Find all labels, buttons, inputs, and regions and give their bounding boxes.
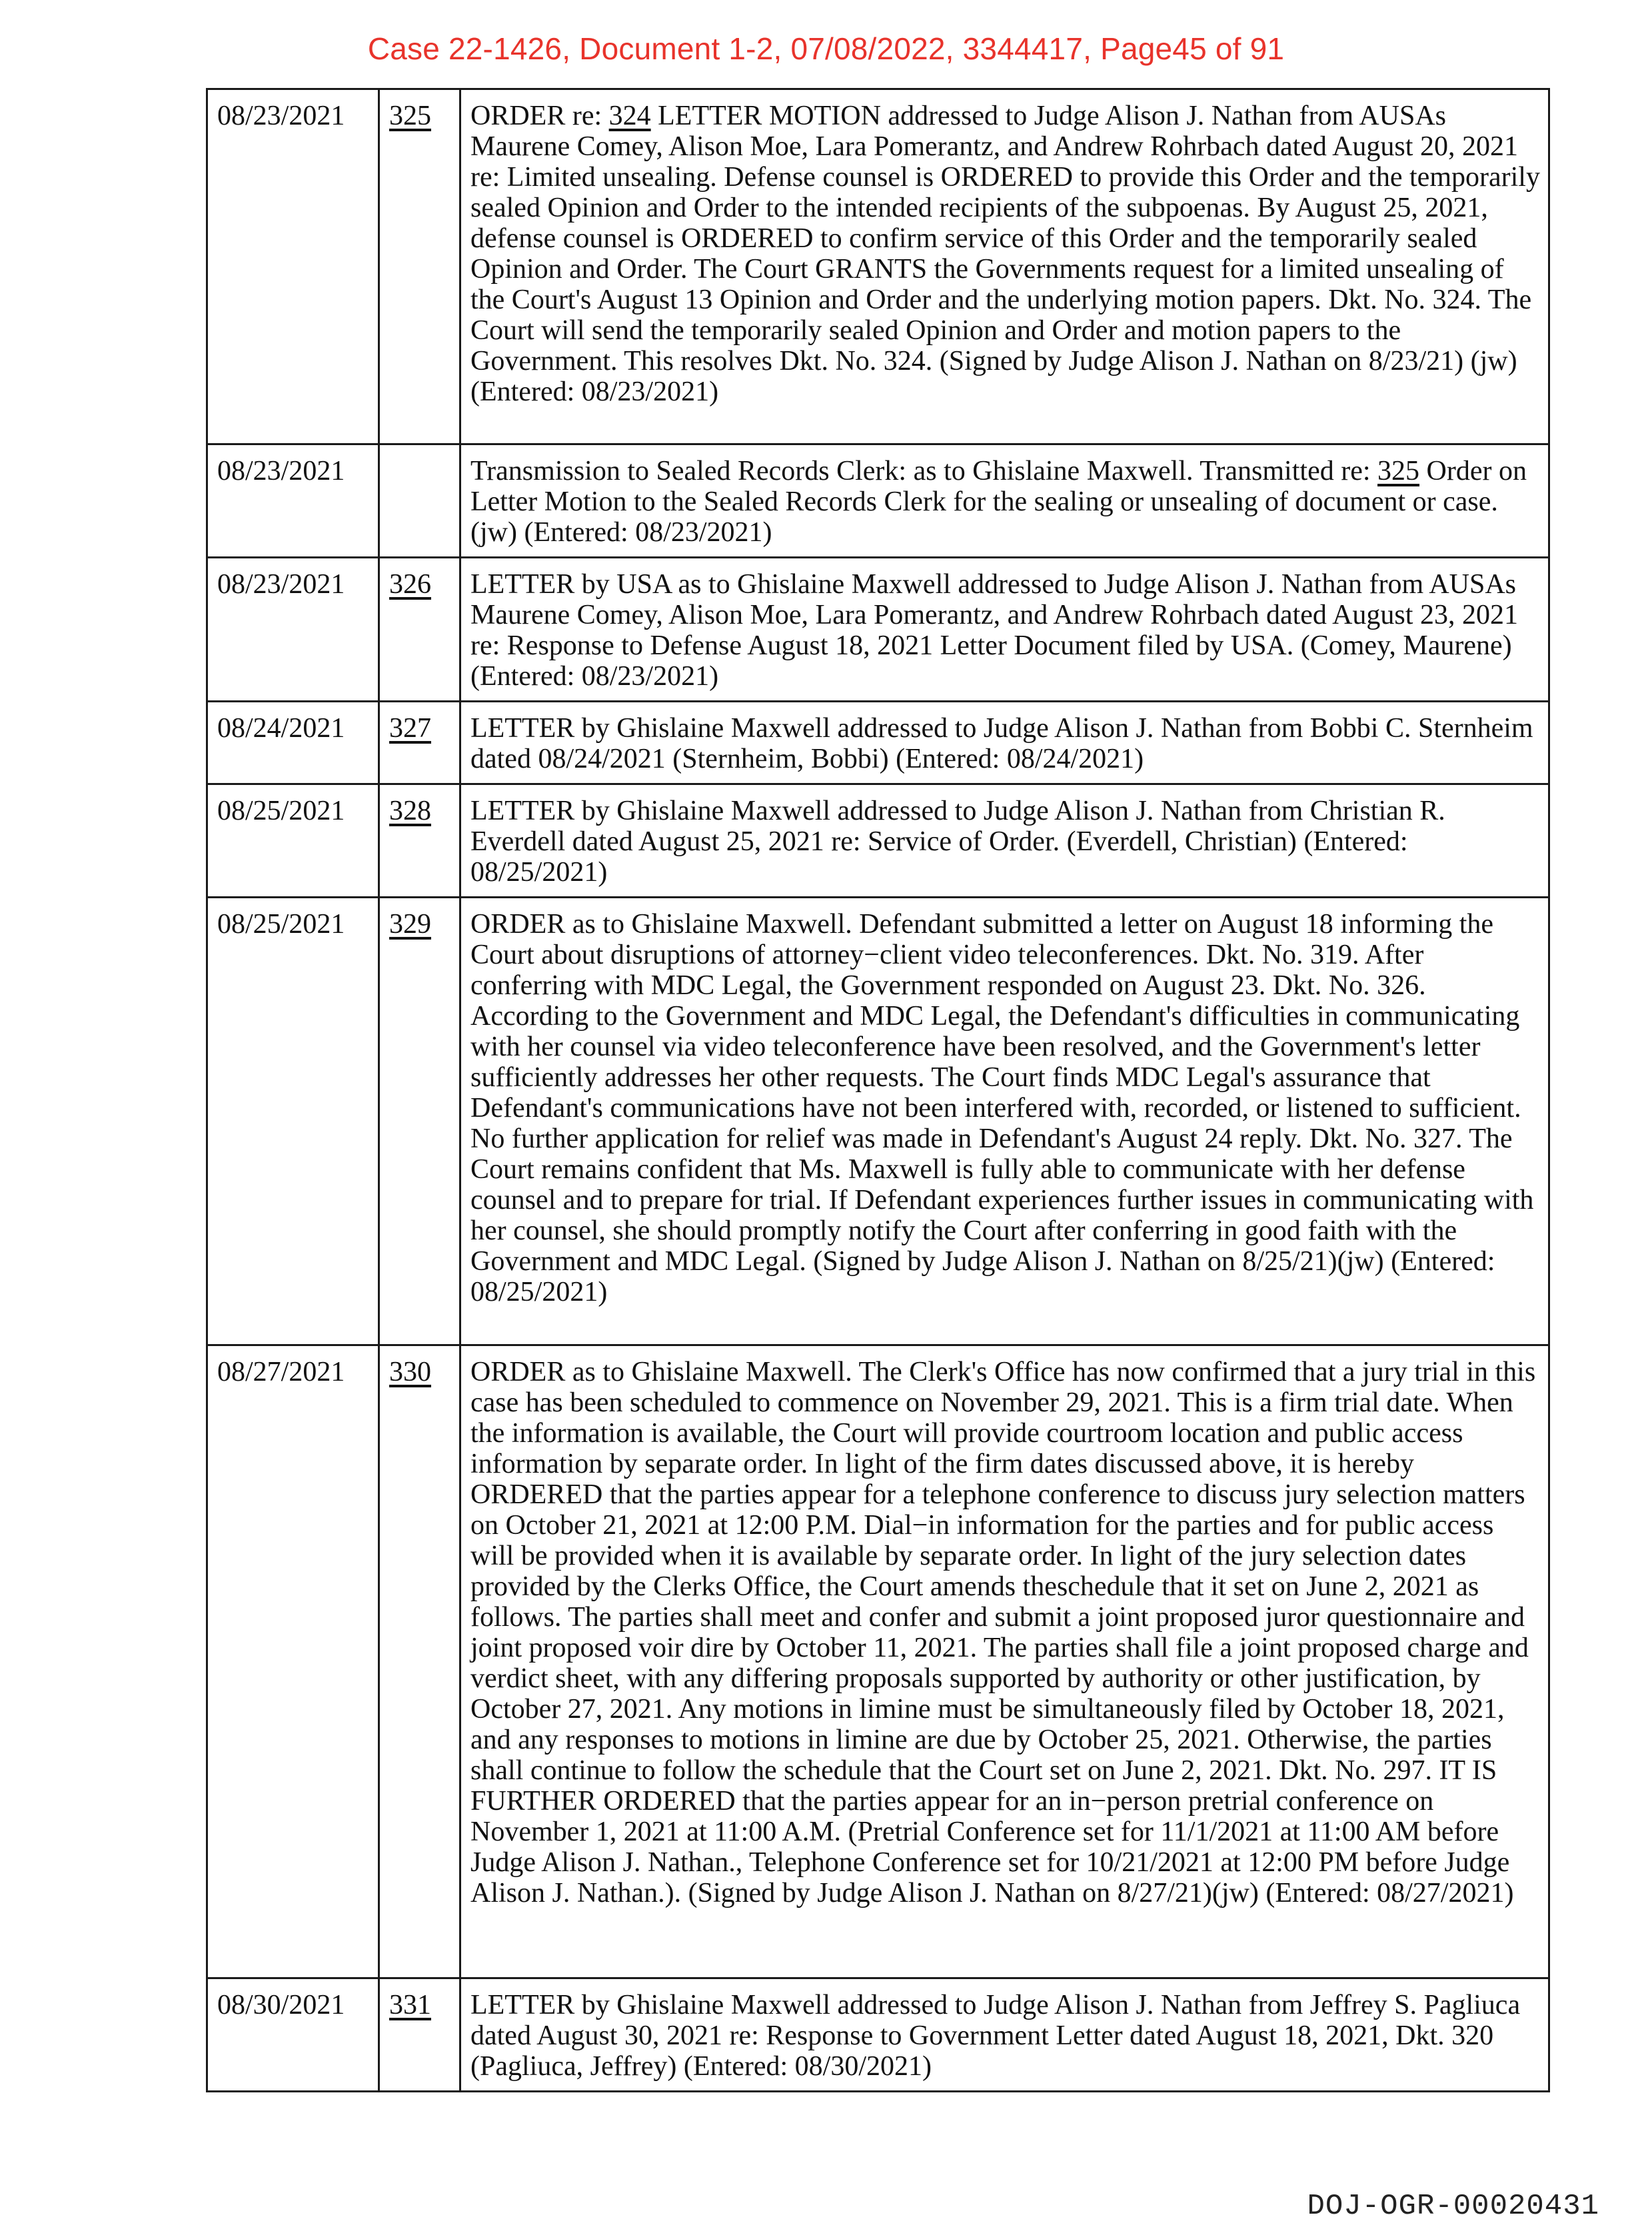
docket-entry-329 [207, 898, 1549, 1345]
entry-number-link[interactable] [379, 898, 460, 1345]
entry-text-part: Order on Letter Motion to the Sealed Records Clerk for the sealing or unsealing of document or case. (jw) (Entered: 08/23/2021) [470, 456, 1527, 548]
entry-date: 08/23/2021 [207, 89, 379, 444]
entry-number-link[interactable] [379, 702, 460, 784]
docket-entry-331 [207, 1978, 1549, 2092]
entry-date: 08/24/2021 [207, 702, 379, 784]
docket-link-325[interactable]: 325 [389, 101, 431, 131]
entry-text [460, 89, 1549, 444]
entry-text-part: LETTER MOTION addressed to Judge Alison J. Nathan from AUSAs Maurene Comey, Alison Moe, Lara Pomerantz, and Andrew Rohrbach dated August 20, 2021 re: Limited unsealing. Defense counsel is ORDERED to provide this Order and the temporarily sealed Opinion and Order to the intended recipients of the subpoenas. By August 25, 2021, defense counsel is ORDERED to confirm service of this Order and the temporarily sealed Opinion and Order. The Court GRANTS the Governments request for a limited unsealing of the Court's August 13 Opinion and Order and the underlying motion papers. Dkt. No. 324. The Court will send the temporarily sealed Opinion and Order and motion papers to the Government. This resolves Dkt. No. 324. (Signed by Judge Alison J. Nathan on 8/23/21) (jw) (Entered: 08/23/2021) [470, 101, 1540, 407]
entry-number-link[interactable] [379, 784, 460, 898]
docket-link-329[interactable]: 329 [389, 909, 431, 940]
bates-number: DOJ-OGR-00020431 [1307, 2190, 1599, 2223]
entry-number-link[interactable] [379, 558, 460, 702]
entry-number-link[interactable] [379, 1345, 460, 1978]
docket-link-325[interactable]: 325 [1377, 456, 1420, 486]
entry-number-link[interactable] [379, 89, 460, 444]
entry-date: 08/23/2021 [207, 558, 379, 702]
docket-link-331[interactable]: 331 [389, 1990, 431, 2020]
entry-text [460, 444, 1549, 558]
entry-text: ORDER as to Ghislaine Maxwell. The Clerk's Office has now confirmed that a jury trial in this case has been scheduled to commence on November 29, 2021. This is a firm trial date. When the information is available, the Court will provide courtroom location and public access information by separate order. In light of the firm dates discussed above, it is hereby ORDERED that the parties appear for a telephone conference to discuss jury selection matters on October 21, 2021 at 12:00 P.M. Dial−in information for the parties and for public access will be provided when it is available by separate order. In light of the jury selection dates provided by the Clerks Office, the Court amends theschedule that it set on June 2, 2021 as follows. The parties shall meet and confer and submit a joint proposed juror questionnaire and joint proposed voir dire by October 11, 2021. The parties shall file a joint proposed charge and verdict sheet, with any differing proposals supported by authority or other justification, by October 27, 2021. Any motions in limine must be simultaneously filed by October 18, 2021, and any responses to motions in limine are due by October 25, 2021. Otherwise, the parties shall continue to follow the schedule that the Court set on June 2, 2021. Dkt. No. 297. IT IS FURTHER ORDERED that the parties appear for an in−person pretrial conference on November 1, 2021 at 11:00 A.M. (Pretrial Conference set for 11/1/2021 at 11:00 AM before Judge Alison J. Nathan., Telephone Conference set for 10/21/2021 at 12:00 PM before Judge Alison J. Nathan.). (Signed by Judge Alison J. Nathan on 8/27/21)(jw) (Entered: 08/27/2021) [460, 1345, 1549, 1978]
entry-date: 08/25/2021 [207, 784, 379, 898]
entry-number-link[interactable] [379, 1978, 460, 2092]
entry-text-part: Transmission to Sealed Records Clerk: as to Ghislaine Maxwell. Transmitted re: [470, 456, 1378, 486]
docket-table [206, 88, 1550, 2092]
entry-text: ORDER as to Ghislaine Maxwell. Defendant submitted a letter on August 18 informing the Court about disruptions of attorney−client video teleconferences. Dkt. No. 319. After conferring with MDC Legal, the Government responded on August 23. Dkt. No. 326. According to the Government and MDC Legal, the Defendant's difficulties in communicating with her counsel via video teleconference have been resolved, and the Government's letter sufficiently addresses her other requests. The Court finds MDC Legal's assurance that Defendant's communications have not been interfered with, recorded, or listened to sufficient. No further application for relief was made in Defendant's August 24 reply. Dkt. No. 327. The Court remains confident that Ms. Maxwell is fully able to communicate with her defense counsel and to prepare for trial. If Defendant experiences further issues in communicating with her counsel, she should promptly notify the Court after conferring in good faith with the Government and MDC Legal. (Signed by Judge Alison J. Nathan on 8/25/21)(jw) (Entered: 08/25/2021) [460, 898, 1549, 1345]
entry-text: LETTER by Ghislaine Maxwell addressed to Judge Alison J. Nathan from Jeffrey S. Pagliuca dated August 30, 2021 re: Response to Government Letter dated August 18, 2021, Dkt. 320 (Pagliuca, Jeffrey) (Entered: 08/30/2021) [460, 1978, 1549, 2092]
entry-date: 08/23/2021 [207, 444, 379, 558]
case-header: Case 22-1426, Document 1-2, 07/08/2022, 3344417, Page45 of 91 [367, 31, 1285, 66]
docket-link-330[interactable]: 330 [389, 1357, 431, 1387]
docket-link-328[interactable]: 328 [389, 796, 431, 826]
entry-number-empty [379, 444, 460, 558]
docket-link-326[interactable]: 326 [389, 569, 431, 600]
entry-text: LETTER by Ghislaine Maxwell addressed to Judge Alison J. Nathan from Christian R. Everdell dated August 25, 2021 re: Service of Order. (Everdell, Christian) (Entered: 08/25/2021) [460, 784, 1549, 898]
entry-date: 08/27/2021 [207, 1345, 379, 1978]
entry-date: 08/30/2021 [207, 1978, 379, 2092]
entry-date: 08/25/2021 [207, 898, 379, 1345]
docket-entry-transmission [207, 444, 1549, 558]
docket-link-327[interactable]: 327 [389, 713, 431, 744]
docket-entry-330 [207, 1345, 1549, 1978]
docket-entry-327 [207, 702, 1549, 784]
docket-entry-325 [207, 89, 1549, 444]
entry-text: LETTER by USA as to Ghislaine Maxwell addressed to Judge Alison J. Nathan from AUSAs Maurene Comey, Alison Moe, Lara Pomerantz, and Andrew Rohrbach dated August 23, 2021 re: Response to Defense August 18, 2021 Letter Document filed by USA. (Comey, Maurene) (Entered: 08/23/2021) [460, 558, 1549, 702]
entry-text-part: ORDER re: [470, 101, 609, 131]
docket-link-324[interactable]: 324 [608, 101, 651, 131]
docket-entry-328 [207, 784, 1549, 898]
docket-entry-326 [207, 558, 1549, 702]
entry-text: LETTER by Ghislaine Maxwell addressed to Judge Alison J. Nathan from Bobbi C. Sternheim dated 08/24/2021 (Sternheim, Bobbi) (Entered: 08/24/2021) [460, 702, 1549, 784]
